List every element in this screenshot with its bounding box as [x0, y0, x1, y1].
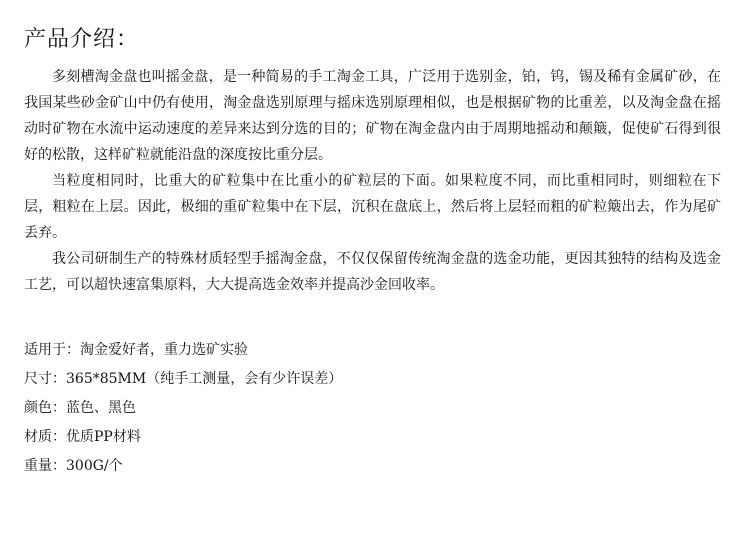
spec-size: 尺寸：365*85MM（纯手工测量，会有少许误差）: [24, 371, 343, 387]
spec-color: 颜色：蓝色、黑色: [24, 400, 136, 416]
intro-paragraph-2: 当粒度相同时，比重大的矿粒集中在比重小的矿粒层的下面。如果粒度不同，而比重相同时，则细粒在下层，粗粒在上层。因此，极细的重矿粒集中在下层，沉积在盘底上，然后将上层轻而粗的矿粒簸出去，作为尾矿丢弃。: [24, 173, 721, 241]
page-title: 产品介绍：: [24, 27, 140, 52]
spec-weight: 重量：300G/个: [24, 458, 123, 474]
intro-paragraph-1: 多刻槽淘金盘也叫摇金盘，是一种简易的手工淘金工具，广泛用于选别金，铂，钨，锡及稀有金属矿砂，在我国某些砂金矿山中仍有使用，淘金盘选别原理与摇床选别原理相似，也是根据矿物的比重差，以及淘金盘在摇动时矿物在水流中运动速度的差异来达到分选的目的；矿物在淘金盘内由于周期地摇动和颠簸，促使矿石得到很好的松散，这样矿粒就能沿盘的深度按比重分层。: [24, 69, 721, 163]
intro-paragraph-3: 我公司研制生产的特殊材质轻型手摇淘金盘，不仅仅保留传统淘金盘的选金功能，更因其独特的结构及选金工艺，可以超快速富集原料，大大提高选金效率并提高沙金回收率。: [24, 251, 721, 293]
spec-material: 材质：优质PP材料: [24, 429, 141, 445]
spec-list: [24, 336, 721, 481]
intro-body: [24, 64, 721, 298]
spec-usage: 适用于：淘金爱好者，重力选矿实验: [24, 342, 248, 358]
